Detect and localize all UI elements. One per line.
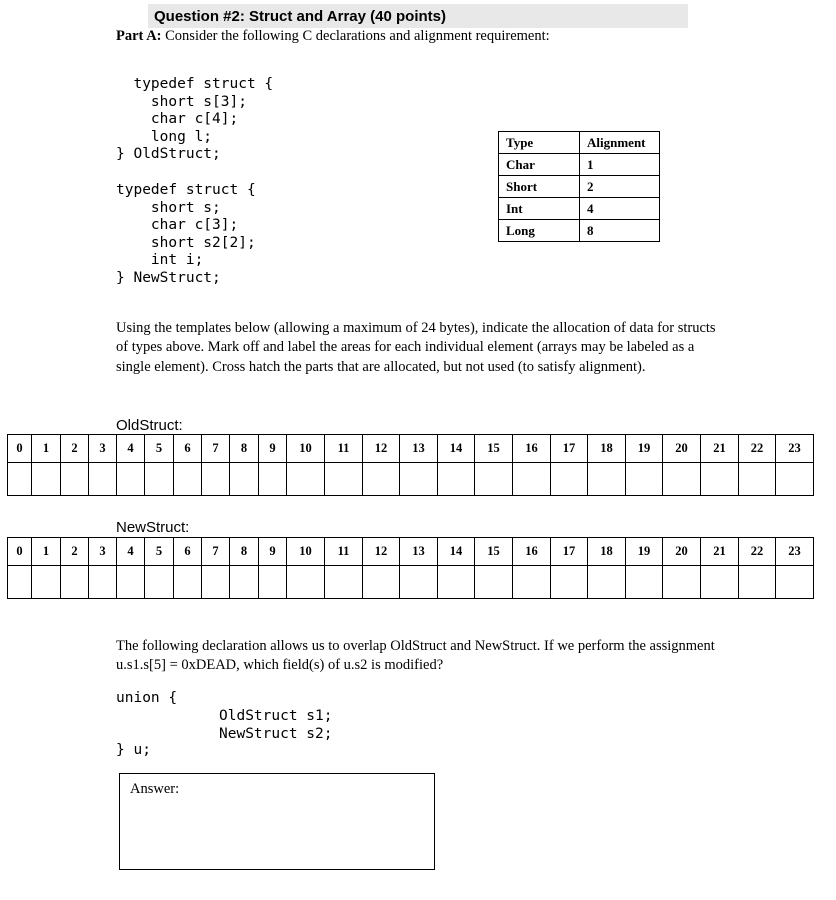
answer-label: Answer: (130, 781, 180, 797)
byte-allocation-cell[interactable] (61, 463, 89, 496)
byte-allocation-cell[interactable] (117, 566, 145, 599)
alignment-row (499, 154, 660, 176)
byte-allocation-cell[interactable] (776, 463, 814, 496)
byte-allocation-cell[interactable] (739, 463, 776, 496)
byte-allocation-cell[interactable] (325, 463, 363, 496)
byte-index-cell: 12 (363, 538, 400, 566)
byte-index-cell: 17 (551, 435, 588, 463)
alignment-table (498, 131, 660, 242)
byte-index-cell: 12 (363, 435, 400, 463)
byte-cell-row (8, 566, 814, 599)
part-a-text: Consider the following C declarations and alignment requirement: (165, 28, 550, 44)
alignment-header-row (499, 132, 660, 154)
byte-allocation-cell[interactable] (438, 566, 475, 599)
alignment-row (499, 198, 660, 220)
byte-index-row (8, 538, 814, 566)
byte-index-cell: 4 (117, 538, 145, 566)
alignment-header-type: Type (499, 132, 580, 154)
byte-allocation-cell[interactable] (400, 566, 438, 599)
byte-allocation-cell[interactable] (8, 463, 32, 496)
union-close: } u; (116, 742, 151, 758)
byte-index-cell: 6 (174, 538, 202, 566)
byte-index-cell: 1 (32, 538, 61, 566)
byte-allocation-cell[interactable] (259, 566, 287, 599)
union-question: The following declaration allows us to overlap OldStruct and NewStruct. If we perform the assignment u.s1.s[5] = 0xDEAD, which field(s) of u.s2 is modified? (116, 638, 715, 674)
byte-index-cell: 23 (776, 538, 814, 566)
instructions-paragraph: Using the templates below (allowing a maximum of 24 bytes), indicate the allocation of data for structs of types above. Mark off and label the areas for each individual element (arrays may be labeled as a single element). Cross hatch the parts that are allocated, but not used (to satisfy alignment). (116, 320, 716, 375)
byte-index-cell: 20 (663, 435, 701, 463)
byte-index-cell: 5 (145, 435, 174, 463)
byte-allocation-cell[interactable] (588, 463, 626, 496)
byte-index-cell: 13 (400, 538, 438, 566)
byte-index-cell: 14 (438, 435, 475, 463)
byte-allocation-cell[interactable] (551, 566, 588, 599)
byte-index-cell: 16 (513, 538, 551, 566)
newstruct-byte-grid (7, 537, 814, 599)
byte-index-cell: 2 (61, 435, 89, 463)
byte-allocation-cell[interactable] (8, 566, 32, 599)
byte-index-cell: 11 (325, 435, 363, 463)
byte-index-cell: 22 (739, 435, 776, 463)
byte-allocation-cell[interactable] (663, 463, 701, 496)
byte-index-cell: 21 (701, 435, 739, 463)
byte-allocation-cell[interactable] (287, 566, 325, 599)
alignment-value-cell: 8 (580, 220, 660, 242)
byte-index-cell: 8 (230, 538, 259, 566)
byte-index-cell: 21 (701, 538, 739, 566)
byte-index-cell: 2 (61, 538, 89, 566)
byte-index-cell: 7 (202, 435, 230, 463)
byte-index-cell: 22 (739, 538, 776, 566)
newstruct-template-label: NewStruct: (116, 519, 190, 536)
byte-index-cell: 14 (438, 538, 475, 566)
byte-index-cell: 0 (8, 435, 32, 463)
byte-allocation-cell[interactable] (89, 463, 117, 496)
alignment-type-cell: Long (499, 220, 580, 242)
byte-index-cell: 15 (475, 435, 513, 463)
byte-index-cell: 10 (287, 435, 325, 463)
alignment-row (499, 220, 660, 242)
new-struct-code: typedef struct { short s; char c[3]; short s2[2]; int i; } NewStruct; (116, 182, 256, 286)
alignment-value-cell: 2 (580, 176, 660, 198)
byte-index-cell: 10 (287, 538, 325, 566)
byte-allocation-cell[interactable] (174, 566, 202, 599)
byte-allocation-cell[interactable] (363, 566, 400, 599)
byte-allocation-cell[interactable] (325, 566, 363, 599)
alignment-type-cell: Int (499, 198, 580, 220)
question-title: Question #2: Struct and Array (40 points) (154, 8, 446, 25)
byte-allocation-cell[interactable] (475, 566, 513, 599)
byte-allocation-cell[interactable] (701, 463, 739, 496)
byte-index-cell: 6 (174, 435, 202, 463)
byte-allocation-cell[interactable] (626, 566, 663, 599)
alignment-value-cell: 1 (580, 154, 660, 176)
byte-allocation-cell[interactable] (551, 463, 588, 496)
alignment-value-cell: 4 (580, 198, 660, 220)
byte-index-cell: 16 (513, 435, 551, 463)
union-members: OldStruct s1; NewStruct s2; (219, 708, 333, 742)
part-a-intro (116, 28, 550, 45)
byte-index-cell: 17 (551, 538, 588, 566)
oldstruct-byte-grid (7, 434, 814, 496)
byte-allocation-cell[interactable] (89, 566, 117, 599)
byte-allocation-cell[interactable] (117, 463, 145, 496)
byte-index-cell: 19 (626, 435, 663, 463)
byte-allocation-cell[interactable] (230, 566, 259, 599)
alignment-type-cell: Char (499, 154, 580, 176)
byte-allocation-cell[interactable] (287, 463, 325, 496)
byte-index-cell: 9 (259, 538, 287, 566)
byte-allocation-cell[interactable] (776, 566, 814, 599)
byte-allocation-cell[interactable] (61, 566, 89, 599)
alignment-type-cell: Short (499, 176, 580, 198)
oldstruct-template-label: OldStruct: (116, 417, 183, 434)
byte-allocation-cell[interactable] (32, 463, 61, 496)
byte-index-cell: 23 (776, 435, 814, 463)
byte-allocation-cell[interactable] (663, 566, 701, 599)
byte-index-cell: 4 (117, 435, 145, 463)
byte-allocation-cell[interactable] (400, 463, 438, 496)
byte-index-cell: 19 (626, 538, 663, 566)
byte-index-row (8, 435, 814, 463)
old-struct-code: typedef struct { short s[3]; char c[4]; long l; } OldStruct; (116, 76, 274, 162)
byte-allocation-cell[interactable] (202, 463, 230, 496)
byte-index-cell: 11 (325, 538, 363, 566)
part-a-label: Part A: (116, 28, 162, 44)
byte-allocation-cell[interactable] (259, 463, 287, 496)
byte-index-cell: 0 (8, 538, 32, 566)
byte-index-cell: 1 (32, 435, 61, 463)
byte-allocation-cell[interactable] (145, 463, 174, 496)
byte-index-cell: 18 (588, 538, 626, 566)
byte-allocation-cell[interactable] (626, 463, 663, 496)
byte-allocation-cell[interactable] (202, 566, 230, 599)
byte-index-cell: 8 (230, 435, 259, 463)
union-open: union { (116, 690, 178, 706)
byte-index-cell: 15 (475, 538, 513, 566)
byte-allocation-cell[interactable] (230, 463, 259, 496)
byte-allocation-cell[interactable] (513, 566, 551, 599)
byte-allocation-cell[interactable] (174, 463, 202, 496)
alignment-row (499, 176, 660, 198)
byte-index-cell: 18 (588, 435, 626, 463)
byte-allocation-cell[interactable] (438, 463, 475, 496)
byte-allocation-cell[interactable] (32, 566, 61, 599)
byte-allocation-cell[interactable] (739, 566, 776, 599)
byte-index-cell: 7 (202, 538, 230, 566)
byte-index-cell: 9 (259, 435, 287, 463)
byte-index-cell: 3 (89, 435, 117, 463)
byte-index-cell: 5 (145, 538, 174, 566)
byte-cell-row (8, 463, 814, 496)
byte-allocation-cell[interactable] (145, 566, 174, 599)
byte-allocation-cell[interactable] (475, 463, 513, 496)
byte-allocation-cell[interactable] (701, 566, 739, 599)
byte-allocation-cell[interactable] (363, 463, 400, 496)
alignment-header-alignment: Alignment (580, 132, 660, 154)
byte-index-cell: 13 (400, 435, 438, 463)
byte-allocation-cell[interactable] (588, 566, 626, 599)
byte-index-cell: 20 (663, 538, 701, 566)
byte-index-cell: 3 (89, 538, 117, 566)
byte-allocation-cell[interactable] (513, 463, 551, 496)
